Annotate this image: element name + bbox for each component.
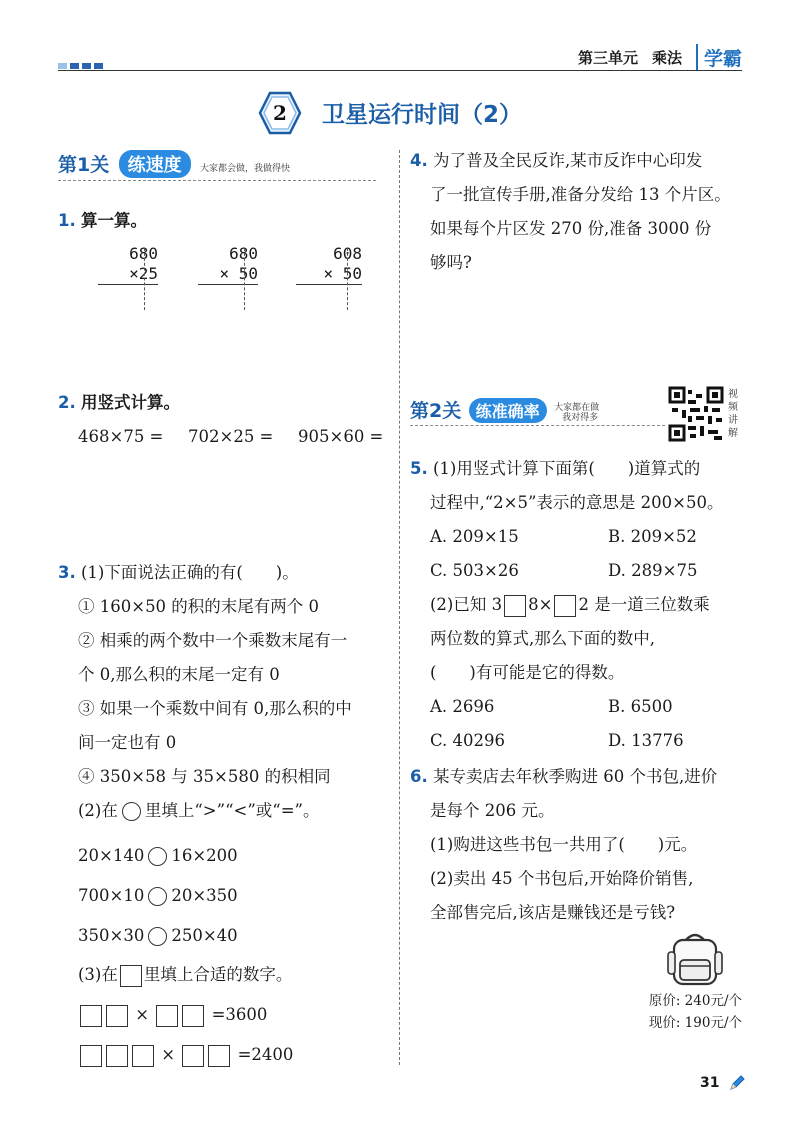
q3-statement-3b: 间一定也有 0 [78, 733, 177, 752]
header-right [578, 44, 742, 71]
circle-icon [122, 802, 141, 821]
q6-line-2: 是每个 206 元。 [430, 801, 555, 820]
q3-part3 [78, 958, 292, 992]
q6-block [410, 760, 748, 930]
q5-opt2-a[interactable]: A. 2696 [430, 697, 495, 716]
header-topic: 乘法 [651, 49, 682, 67]
q3-compare-3 [78, 916, 238, 956]
q1-p2-bottom: × 50 [219, 264, 258, 283]
q3-eq2-box-1[interactable] [80, 1045, 102, 1067]
level2-subtitle-2: 我对得多 [562, 412, 599, 423]
q5-opt-d[interactable]: D. 289×75 [608, 561, 698, 580]
q3-cmp3-answer-circle[interactable] [148, 927, 167, 946]
q5-part2-b: 两位数的算式,那么下面的数中, [430, 629, 655, 648]
q3-part3-pre: (3)在 [78, 965, 118, 984]
q1-p3-line [296, 284, 362, 285]
q3-statement-3a: ③ 如果一个乘数中间有 0,那么积的中 [78, 699, 352, 718]
q5-options2-row1 [410, 690, 748, 724]
q5-part1-b: 过程中,“2×5”表示的意思是 200×50。 [430, 493, 724, 512]
level1-pill: 练速度 [119, 150, 191, 178]
q3-eq1-box-2[interactable] [106, 1005, 128, 1027]
q3-part2-post: 里填上“>”“<”或“=”。 [144, 801, 320, 820]
q6-number: 6. [410, 767, 428, 786]
q6-part2-a: (2)卖出 45 个书包后,开始降价销售, [430, 869, 694, 888]
q3-eq2 [78, 1038, 293, 1072]
q3-eq1-box-1[interactable] [80, 1005, 102, 1027]
level2-banner [410, 396, 670, 426]
q5-part2-pre: (2)已知 3 [430, 595, 503, 614]
q4-number: 4. [410, 151, 428, 170]
header-dots [58, 54, 106, 74]
q4-block [410, 144, 748, 280]
level2-subtitle-1: 大家都在做 [554, 402, 600, 413]
q4-line-3: 如果每个片区发 270 份,准备 3000 份 [430, 219, 712, 238]
q1-p3-guide [347, 248, 348, 310]
q3-eq1 [78, 998, 267, 1032]
level2-subtitle [554, 403, 599, 423]
q1-heading [58, 204, 147, 238]
q3-eq1-box-3[interactable] [156, 1005, 178, 1027]
q5-opt2-c[interactable]: C. 40296 [430, 731, 506, 750]
q3-cmp1-right: 16×200 [171, 846, 238, 865]
q3-eq2-box-4[interactable] [182, 1045, 204, 1067]
q5-options1-row2 [410, 554, 748, 588]
q3-statement-2a: ② 相乘的两个数中一个乘数末尾有一 [78, 631, 348, 650]
q5-options2-row2 [410, 724, 748, 758]
level1-label: 第1关 [58, 154, 110, 176]
q5-opt2-b[interactable]: B. 6500 [608, 697, 673, 716]
title-number: 2 [273, 101, 287, 125]
q3-eq2-box-2[interactable] [106, 1045, 128, 1067]
q3-statement-1: ① 160×50 的积的末尾有两个 0 [78, 597, 320, 616]
q1-p3-bottom: × 50 [323, 264, 362, 283]
q3-cmp3-right: 250×40 [171, 926, 238, 945]
q5-digit-box-1[interactable] [504, 595, 526, 617]
level1-banner [58, 150, 378, 181]
level1-underline [58, 180, 376, 181]
q3-cmp3-left: 350×30 [78, 926, 145, 945]
backpack-icon [664, 930, 726, 988]
q3-cmp2-right: 20×350 [171, 886, 238, 905]
q2-item-2: 702×25 = [188, 427, 274, 446]
q5-opt-a[interactable]: A. 209×15 [430, 527, 519, 546]
pencil-icon [728, 1074, 746, 1092]
q3-cmp1-left: 20×140 [78, 846, 145, 865]
q5-options1-row1 [410, 520, 748, 554]
q6-part1: (1)购进这些书包一共用了( )元。 [430, 835, 698, 854]
q3-part1: (1)下面说法正确的有( )。 [81, 563, 299, 582]
q2-heading [58, 386, 180, 420]
q2-number: 2. [58, 393, 76, 412]
q3-block [58, 556, 396, 828]
q6-line-1: 某专卖店去年秋季购进 60 个书包,进价 [433, 767, 718, 786]
q3-cmp2-left: 700×10 [78, 886, 145, 905]
q5-part2-mid: 8× [528, 595, 553, 614]
q5-digit-box-2[interactable] [554, 595, 576, 617]
q4-line-4: 够吗? [430, 253, 472, 272]
q3-part3-post: 里填上合适的数字。 [143, 965, 293, 984]
q3-number: 3. [58, 563, 76, 582]
q5-opt-c[interactable]: C. 503×26 [430, 561, 519, 580]
q3-compare-2 [78, 876, 238, 916]
q1-number: 1. [58, 211, 76, 230]
q1-p2-top: 680 [229, 244, 258, 263]
q3-eq1-box-4[interactable] [182, 1005, 204, 1027]
q3-eq1-times: × [135, 1005, 150, 1024]
qr-side-text: 视频讲解 [728, 389, 738, 439]
level2-label: 第2关 [410, 400, 462, 422]
q5-opt-b[interactable]: B. 209×52 [608, 527, 697, 546]
q5-part1-a: (1)用竖式计算下面第( )道算式的 [433, 459, 701, 478]
q3-compare-1 [78, 836, 238, 876]
q3-eq2-box-3[interactable] [132, 1045, 154, 1067]
level2-pill: 练准确率 [469, 398, 547, 423]
page-number: 31 [700, 1075, 720, 1091]
q6-part2-b: 全部售完后,该店是赚钱还是亏钱? [430, 903, 676, 922]
q2-title: 用竖式计算。 [81, 393, 180, 412]
level1-subtitle: 大家都会做，我做得快 [200, 164, 291, 174]
q1-p1-bottom: ×25 [129, 264, 158, 283]
q3-part2-pre: (2)在 [78, 801, 118, 820]
header-brand: 学霸 [696, 44, 742, 71]
q3-statement-2b: 个 0,那么积的末尾一定有 0 [78, 665, 280, 684]
q3-eq2-result: =2400 [237, 1045, 294, 1064]
q1-p2-line [198, 284, 258, 285]
q1-problem-1 [98, 244, 158, 285]
q4-line-2: 了一批宣传手册,准备分发给 13 个片区。 [430, 185, 731, 204]
q5-block [410, 452, 748, 758]
q1-p1-top: 680 [129, 244, 158, 263]
q3-compare-list [78, 836, 238, 956]
q3-cmp2-answer-circle[interactable] [148, 887, 167, 906]
q1-problem-3 [296, 244, 362, 285]
price-original: 原价: 240元/个 [648, 993, 742, 1009]
q3-statement-4: ④ 350×58 与 35×580 的积相同 [78, 767, 331, 786]
q3-eq1-result: =3600 [211, 1005, 268, 1024]
page-title: 卫星运行时间（2） [322, 102, 523, 128]
level2-underline [410, 425, 665, 426]
q1-p1-line [98, 284, 158, 285]
q5-opt2-d[interactable]: D. 13776 [608, 731, 684, 750]
header-unit: 第三单元 [577, 49, 638, 67]
qr-code-icon[interactable] [668, 386, 726, 442]
header-rule [58, 70, 742, 71]
q2-item-3: 905×60 = [298, 427, 384, 446]
q5-part2-post: 2 是一道三位数乘 [578, 595, 710, 614]
price-current: 现价: 190元/个 [648, 1015, 742, 1031]
q1-title: 算一算。 [81, 211, 147, 230]
q1-p3-top: 608 [333, 244, 362, 263]
q1-problem-2 [198, 244, 258, 285]
q3-eq2-box-5[interactable] [208, 1045, 230, 1067]
price-tag [649, 990, 742, 1034]
q2-item-1: 468×75 = [78, 427, 164, 446]
q5-number: 5. [410, 459, 428, 478]
column-divider [399, 150, 400, 1065]
q1-p2-guide [244, 248, 245, 310]
square-icon [120, 965, 142, 987]
q3-cmp1-answer-circle[interactable] [148, 847, 167, 866]
q5-part2-c: ( )有可能是它的得数。 [430, 663, 625, 682]
q4-line-1: 为了普及全民反诈,某市反诈中心印发 [433, 151, 703, 170]
q1-p1-guide [144, 248, 145, 310]
q3-eq2-times: × [161, 1045, 176, 1064]
